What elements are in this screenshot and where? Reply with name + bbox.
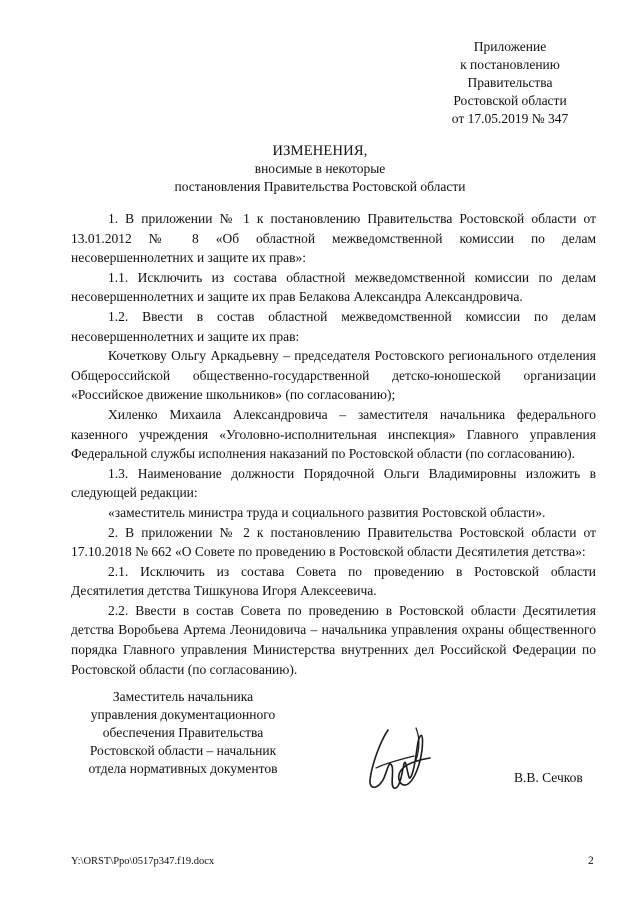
signatory-position (68, 688, 298, 778)
appendix-line: Приложение (473, 39, 547, 54)
signatory-line: Ростовской области – начальник (89, 743, 277, 758)
appendix-header (418, 38, 602, 128)
paragraph-2-2: 2.2. Ввести в состав Совета по проведению в Ростовской области Десятилетия детства Воробьева Артема Леонидовича – начальника управления охраны общественного порядка Главного управления Министерства внутренних дел Российской Федерации по Ростовской области (по согласованию). (71, 602, 596, 677)
appendix-line: Ростовской области (453, 93, 567, 108)
paragraph-kochetkova: Кочеткову Ольгу Аркадьевну – председателя Ростовского регионального отделения Общероссийской общественно-государственной детско-юношеской организации «Российское движение школьников» (по согласованию); (71, 348, 596, 403)
signatory-name: В.В. Сечков (514, 770, 583, 785)
document-body (71, 209, 596, 679)
paragraph-1: 1. В приложении № 1 к постановлению Правительства Ростовской области от 13.01.2012 № 8 «Об областной межведомственной комиссии по делам несовершеннолетних и защите их прав»: (71, 211, 596, 266)
footer-file-path: Y:\ORST\Ppo\0517p347.f19.docx (71, 856, 215, 867)
page-number: 2 (588, 855, 594, 867)
signatory-line: обеспечения Правительства (102, 725, 264, 740)
document-subtitle-line-1: вносимые в некоторые (254, 161, 386, 176)
paragraph-new-title: «заместитель министра труда и социального развития Ростовской области». (108, 504, 546, 520)
paragraph-1-1: 1.1. Исключить из состава областной межведомственной комиссии по делам несовершеннолетних и защите их прав Белакова Александра Александровича. (71, 269, 596, 305)
paragraph-2: 2. В приложении № 2 к постановлению Правительства Ростовской области от 17.10.2018 № 662 «О Совете по проведению в Ростовской области Десятилетия детства»: (71, 524, 596, 560)
signatory-line: управления документационного (90, 707, 276, 722)
document-heading (0, 142, 640, 196)
paragraph-2-1: 2.1. Исключить из состава Совета по проведению в Ростовской области Десятилетия детства Тишкунова Игоря Алексеевича. (71, 563, 596, 599)
appendix-line: к постановлению (460, 57, 560, 72)
paragraph-1-2: 1.2. Ввести в состав областной межведомственной комиссии по делам несовершеннолетних и защите их прав: (71, 308, 596, 344)
paragraph-1-3: 1.3. Наименование должности Порядочной Ольги Владимировны изложить в следующей редакции: (71, 465, 596, 501)
document-title: ИЗМЕНЕНИЯ, (272, 143, 368, 159)
handwritten-signature (358, 720, 440, 800)
signatory-line: Заместитель начальника (112, 689, 254, 704)
document-subtitle-line-2: постановления Правительства Ростовской области (174, 179, 466, 194)
appendix-date-number: от 17.05.2019 № 347 (451, 111, 569, 126)
appendix-line: Правительства (467, 75, 553, 90)
paragraph-khilenko: Хиленко Михаила Александровича – заместителя начальника федерального казенного учреждения «Уголовно-исполнительная инспекция» Главного управления Федеральной службы исполнения наказаний по Ростовской области (по согласованию). (71, 406, 596, 462)
signatory-line: отдела нормативных документов (88, 761, 278, 776)
